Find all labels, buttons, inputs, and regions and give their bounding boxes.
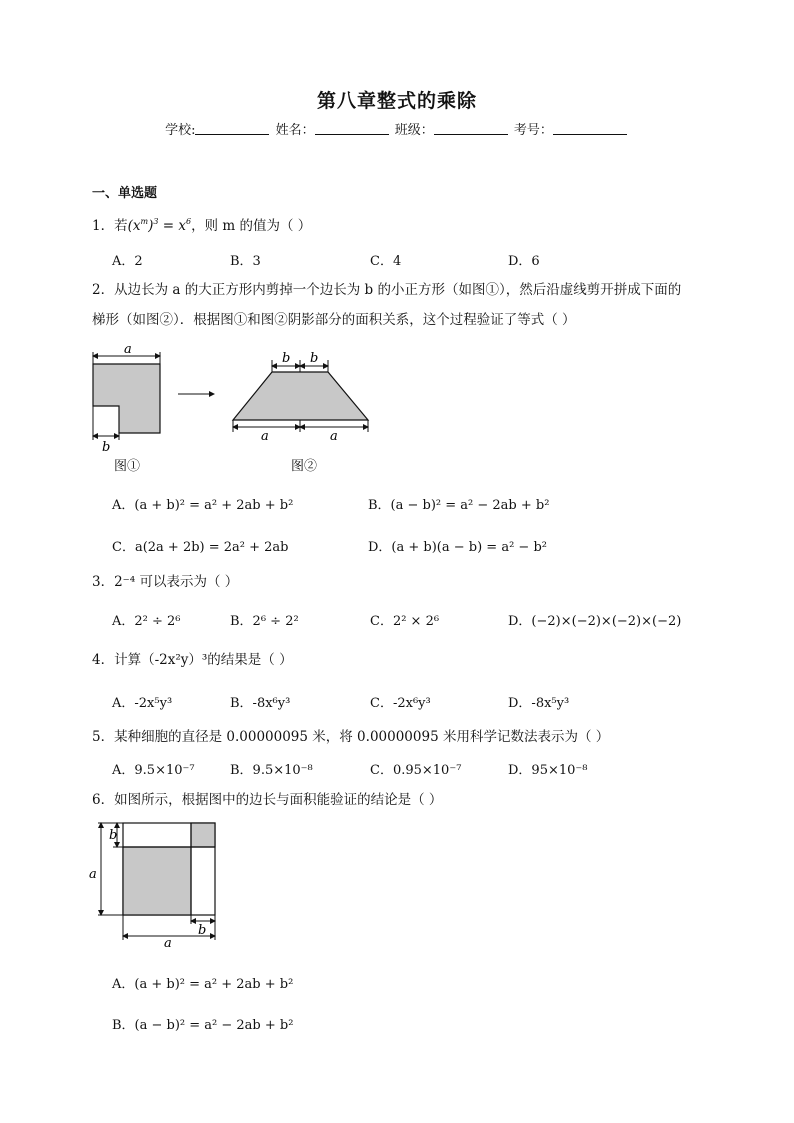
q1-sup-6: 6 xyxy=(185,217,192,226)
q1-sup-m: m xyxy=(140,217,149,226)
q1-sup-3: 3 xyxy=(153,217,159,226)
q6-number: 6． xyxy=(92,792,115,808)
section-title: 一、单选题 xyxy=(92,186,158,201)
q1-number: 1． xyxy=(92,218,115,234)
q6-option-a[interactable]: A．(a + b)² = a² + 2ab + b² xyxy=(112,977,294,992)
q1-post: ，则 m 的值为（ ） xyxy=(191,218,312,234)
fig1-l-shape xyxy=(93,364,160,433)
q2-line1: 从边长为 a 的大正方形内剪掉一个边长为 b 的小正方形（如图①），然后沿虚线剪开拼成下面的 xyxy=(114,282,682,298)
class-blank[interactable] xyxy=(434,122,508,135)
q3-option-b[interactable]: B．2⁶ ÷ 2² xyxy=(230,614,299,629)
question-6-stem xyxy=(92,790,442,810)
fig2-trapezoid xyxy=(233,372,368,420)
q5-number: 5． xyxy=(92,729,115,745)
student-info-line xyxy=(0,119,794,138)
q2-figure-2 xyxy=(233,351,368,444)
school-blank[interactable] xyxy=(195,122,269,135)
fig1-b-label: b xyxy=(102,440,111,455)
exam-number-label: 考号： xyxy=(513,123,553,138)
fig2-a-label-right: a xyxy=(330,429,338,444)
q6-option-b[interactable]: B．(a − b)² = a² − 2ab + b² xyxy=(112,1018,294,1033)
q1-option-d[interactable]: D．6 xyxy=(508,254,540,269)
question-2-stem xyxy=(92,280,681,300)
q6-stem: 如图所示，根据图中的边长与面积能验证的结论是（ ） xyxy=(114,792,443,808)
question-4-stem xyxy=(92,650,293,670)
q3-stem: 2⁻⁴ 可以表示为（ ） xyxy=(114,574,239,590)
q3-option-d[interactable]: D．(−2)×(−2)×(−2)×(−2) xyxy=(508,614,682,629)
q1-pre: 若 xyxy=(114,218,128,234)
class-label: 班级： xyxy=(394,123,434,138)
q4-option-b[interactable]: B．-8x⁶y³ xyxy=(230,696,291,711)
fig2-caption: 图② xyxy=(291,459,318,474)
q6-b-label-bottom: b xyxy=(198,923,207,938)
school-label: 学校: xyxy=(165,123,196,138)
q4-option-d[interactable]: D．-8x⁵y³ xyxy=(508,696,570,711)
q2-option-d[interactable]: D．(a + b)(a − b) = a² − b² xyxy=(368,540,547,555)
q3-number: 3． xyxy=(92,574,115,590)
q6-shaded-large-square xyxy=(123,847,191,915)
q5-option-d[interactable]: D．95×10⁻⁸ xyxy=(508,763,588,778)
question-1-stem xyxy=(92,212,311,236)
name-label: 姓名： xyxy=(275,123,315,138)
question-2-stem-line2: 梯形（如图②）．根据图①和图②阴影部分的面积关系，这个过程验证了等式（ ） xyxy=(92,312,576,328)
q6-a-label-left: a xyxy=(89,867,97,882)
q6-a-label-bottom: a xyxy=(164,936,172,948)
q4-number: 4． xyxy=(92,652,115,668)
q5-stem: 某种细胞的直径是 0.00000095 米，将 0.00000095 米用科学记数法表示为（ ） xyxy=(114,729,610,745)
q6-figure xyxy=(86,818,226,948)
q2-figure-1 xyxy=(93,342,160,455)
fig1-caption: 图① xyxy=(114,459,141,474)
q1-eq: = x xyxy=(158,218,186,234)
q2-option-c[interactable]: C．a(2a + 2b) = 2a² + 2ab xyxy=(112,540,289,555)
q1-option-b[interactable]: B．3 xyxy=(230,254,261,269)
q2-number: 2． xyxy=(92,282,115,298)
fig2-b-label-left: b xyxy=(282,351,291,366)
q2-option-a[interactable]: A．(a + b)² = a² + 2ab + b² xyxy=(112,498,294,513)
q1-expr-close: ) xyxy=(148,218,154,234)
q1-expr-base xyxy=(128,218,191,234)
q6-b-label-left: b xyxy=(109,828,118,843)
q4-option-a[interactable]: A．-2x⁵y³ xyxy=(112,696,173,711)
name-blank[interactable] xyxy=(315,122,389,135)
question-5-stem xyxy=(92,727,609,747)
q1-option-c[interactable]: C．4 xyxy=(370,254,402,269)
fig2-a-label-left: a xyxy=(261,429,269,444)
fig2-b-label-right: b xyxy=(310,351,319,366)
q2-option-b[interactable]: B．(a − b)² = a² − 2ab + b² xyxy=(368,498,550,513)
exam-number-blank[interactable] xyxy=(553,122,627,135)
q1-expr-open: (x xyxy=(127,218,141,234)
q4-stem: 计算（-2x²y）³的结果是（ ） xyxy=(114,652,293,668)
q1-option-a[interactable]: A．2 xyxy=(112,254,143,269)
q3-option-c[interactable]: C．2² × 2⁶ xyxy=(370,614,440,629)
q4-option-c[interactable]: C．-2x⁶y³ xyxy=(370,696,431,711)
question-3-stem xyxy=(92,572,238,592)
q3-option-a[interactable]: A．2² ÷ 2⁶ xyxy=(112,614,181,629)
fig1-a-label: a xyxy=(124,342,132,357)
page-title: 第八章整式的乘除 xyxy=(316,90,477,112)
q5-option-b[interactable]: B．9.5×10⁻⁸ xyxy=(230,763,313,778)
q5-option-c[interactable]: C．0.95×10⁻⁷ xyxy=(370,763,462,778)
q5-option-a[interactable]: A．9.5×10⁻⁷ xyxy=(112,763,195,778)
q6-shaded-small-square xyxy=(191,823,215,847)
